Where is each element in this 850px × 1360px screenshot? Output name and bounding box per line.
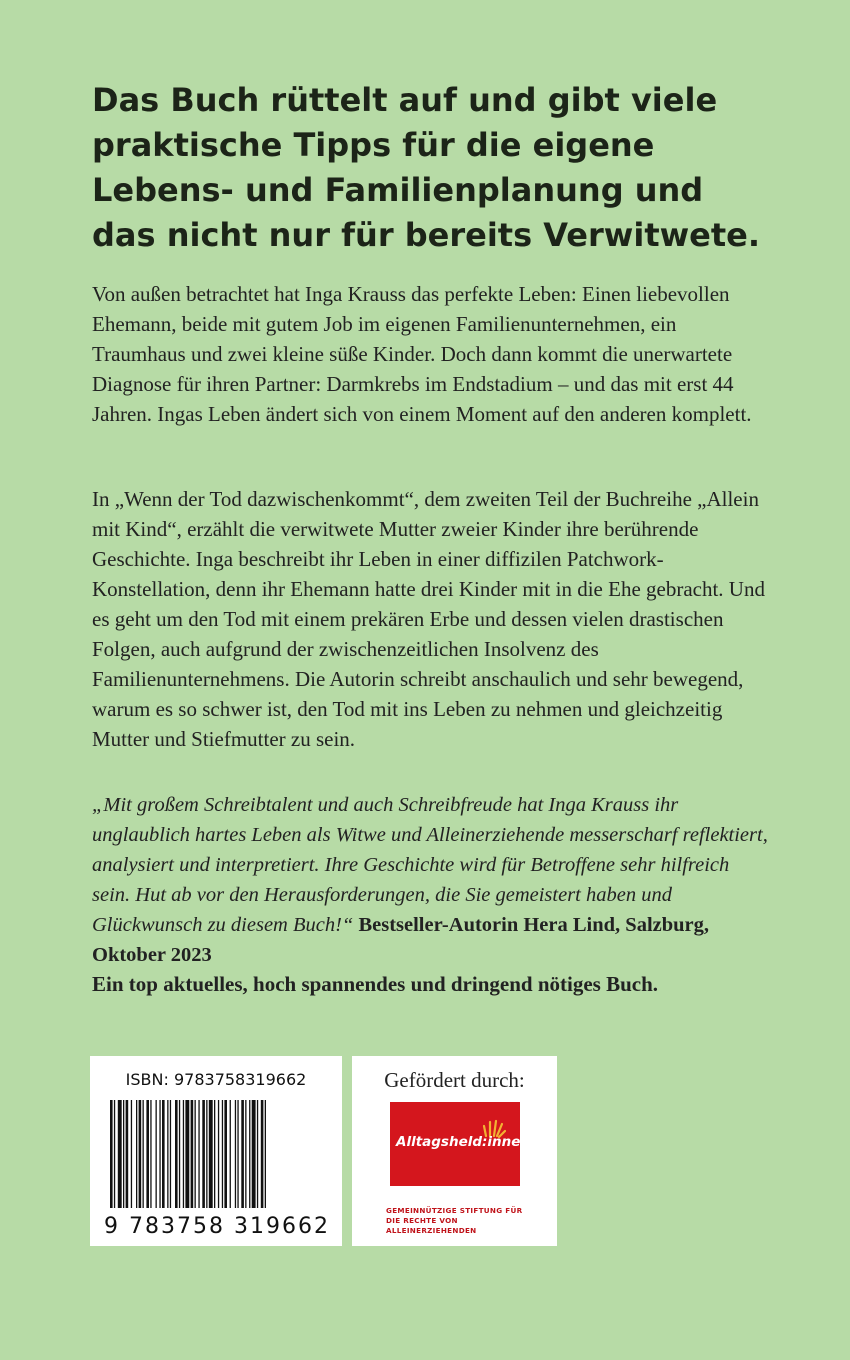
description-paragraph-1: Von außen betrachtet hat Inga Krauss das perfekte Leben: Einen liebevollen Ehemann, beide mit gutem Job im eigenen Familienunternehmen, ein Traumhaus und zwei kleine süße Kinder. Doch dann kommt die unerwartete Diagnose für ihren Partner: Darmkrebs im Endstadium – und das mit erst 44 Jahren. Ingas Leben ändert sich von einem Moment auf den anderen komplett. [92, 282, 752, 426]
quote-attribution: Bestseller-Autorin Hera Lind, Salzburg, Oktober 2023 [92, 914, 710, 966]
sponsor-logo [390, 1102, 531, 1186]
headline: Das Buch rüttelt auf und gibt viele praktische Tipps für die eigene Lebens- und Familienplanung und das nicht nur für bereits Verwitwete. [92, 81, 761, 254]
sponsor-tagline: GEMEINNÜTZIGE STIFTUNG FÜR DIE RECHTE VON ALLEINERZIEHENDEN [386, 1206, 523, 1235]
sponsor-panel [352, 1056, 557, 1246]
review-quote [92, 790, 772, 970]
sponsor-label: Gefördert durch: [384, 1068, 525, 1092]
sponsor-logo-text: Alltagsheld:innen [396, 1134, 531, 1150]
description-paragraph-2: In „Wenn der Tod dazwischenkommt“, dem zweiten Teil der Buchreihe „Allein mit Kind“, erzählt die verwitwete Mutter zweier Kinder ihre berührende Geschichte. Inga beschreibt ihr Leben in einer diffizilen Patchwork-Konstellation, denn ihr Ehemann hatte drei Kinder mit in die Ehe gebracht. Und es geht um den Tod mit einem prekären Erbe und dessen vielen drastischen Folgen, auch aufgrund der zwischenzeitlichen Insolvenz des Familienunternehmens. Die Autorin schreibt anschaulich und sehr bewegend, warum es so schwer ist, den Tod mit ins Leben zu nehmen und gleichzeitig Mutter und Stiefmutter zu sein. [92, 487, 765, 751]
closing-statement: Ein top aktuelles, hoch spannendes und dringend nötiges Buch. [92, 972, 659, 996]
barcode-panel [90, 1056, 342, 1246]
quote-text: „Mit großem Schreibtalent und auch Schreibfreude hat Inga Krauss ihr unglaublich hartes Leben als Witwe und Alleinerziehende messerscharf reflektiert, analysiert und interpretiert. Ihre Geschichte wird für Betroffene sehr hilfreich sein. Hut ab vor den Herausforderungen, die Sie gemeistert haben und Glückwunsch zu diesem Buch!“ [92, 794, 768, 936]
barcode-digits: 9 783758 319662 [104, 1214, 330, 1239]
isbn-label: ISBN: 9783758319662 [125, 1070, 307, 1089]
